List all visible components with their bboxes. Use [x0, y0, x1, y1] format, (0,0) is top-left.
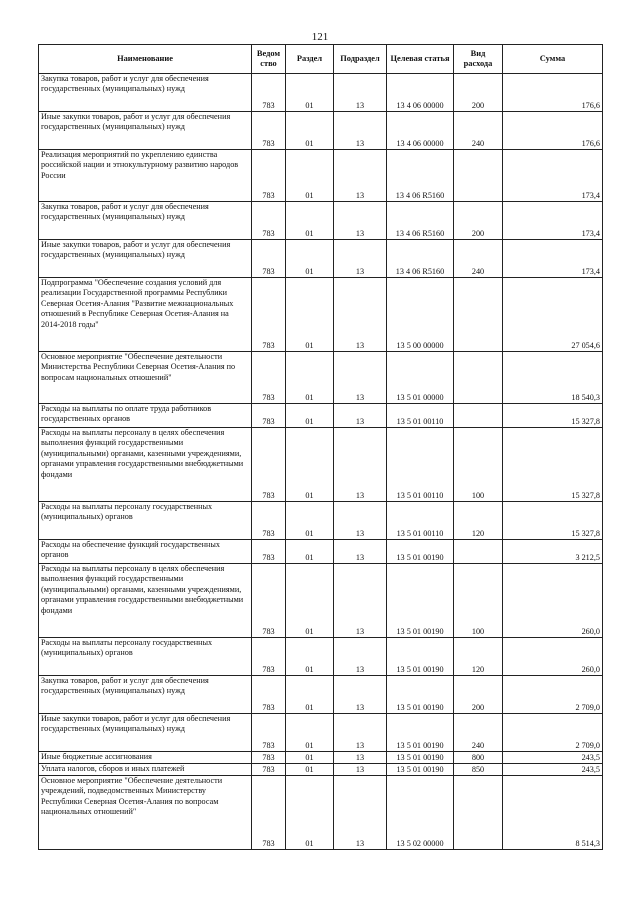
row-dept: 783	[252, 404, 286, 428]
row-section: 01	[286, 278, 334, 352]
row-name: Расходы на выплаты персоналу государственных (муниципальных) органов	[39, 638, 252, 676]
row-subsection: 13	[334, 352, 387, 404]
budget-table	[38, 44, 603, 850]
row-target: 13 5 02 00000	[387, 776, 454, 850]
row-section: 01	[286, 404, 334, 428]
row-sum: 2 709,0	[503, 676, 603, 714]
row-name: Иные закупки товаров, работ и услуг для обеспечения государственных (муниципальных) нужд	[39, 240, 252, 278]
row-dept: 783	[252, 74, 286, 112]
table-row	[39, 240, 603, 278]
table-row	[39, 278, 603, 352]
row-section: 01	[286, 564, 334, 638]
row-sum: 243,5	[503, 752, 603, 764]
row-name: Закупка товаров, работ и услуг для обеспечения государственных (муниципальных) нужд	[39, 676, 252, 714]
row-subsection: 13	[334, 764, 387, 776]
row-kind: 200	[454, 74, 503, 112]
row-target: 13 5 00 00000	[387, 278, 454, 352]
row-section: 01	[286, 240, 334, 278]
row-kind	[454, 352, 503, 404]
row-name: Расходы на выплаты персоналу в целях обеспечения выполнения функций государственными (муниципальными) органами, казенными учреждениями, органами управления государственными внебюджетными фондами	[39, 564, 252, 638]
table-row	[39, 74, 603, 112]
row-kind	[454, 776, 503, 850]
row-section: 01	[286, 502, 334, 540]
table-row	[39, 752, 603, 764]
row-section: 01	[286, 352, 334, 404]
row-kind: 120	[454, 502, 503, 540]
row-kind	[454, 150, 503, 202]
row-subsection: 13	[334, 540, 387, 564]
row-name: Основное мероприятие "Обеспечение деятельности Министерства Республики Северная Осетия-Алания по вопросам национальных отношений"	[39, 352, 252, 404]
row-subsection: 13	[334, 428, 387, 502]
row-kind: 200	[454, 202, 503, 240]
header-dept: Ведом ство	[252, 45, 286, 74]
row-target: 13 5 01 00110	[387, 428, 454, 502]
row-dept: 783	[252, 752, 286, 764]
table-row	[39, 714, 603, 752]
row-dept: 783	[252, 428, 286, 502]
row-target: 13 5 01 00190	[387, 638, 454, 676]
header-name: Наименование	[39, 45, 252, 74]
table-row	[39, 776, 603, 850]
header-kind: Вид расхода	[454, 45, 503, 74]
row-name: Расходы на выплаты персоналу в целях обеспечения выполнения функций государственными (муниципальными) органами, казенными учреждениями, органами управления государственными внебюджетными фондами	[39, 428, 252, 502]
row-sum: 260,0	[503, 638, 603, 676]
header-sum: Сумма	[503, 45, 603, 74]
row-subsection: 13	[334, 776, 387, 850]
header-section: Раздел	[286, 45, 334, 74]
row-dept: 783	[252, 676, 286, 714]
row-kind	[454, 278, 503, 352]
row-name: Уплата налогов, сборов и иных платежей	[39, 764, 252, 776]
row-section: 01	[286, 714, 334, 752]
row-name: Расходы на выплаты по оплате труда работников государственных органов	[39, 404, 252, 428]
row-dept: 783	[252, 764, 286, 776]
row-sum: 15 327,8	[503, 428, 603, 502]
row-name: Иные бюджетные ассигнования	[39, 752, 252, 764]
row-subsection: 13	[334, 752, 387, 764]
row-kind	[454, 404, 503, 428]
row-subsection: 13	[334, 150, 387, 202]
row-name: Закупка товаров, работ и услуг для обеспечения государственных (муниципальных) нужд	[39, 202, 252, 240]
row-kind: 100	[454, 428, 503, 502]
row-kind: 100	[454, 564, 503, 638]
row-name: Подпрограмма "Обеспечение создания условий для реализации Государственной программы Республики Северная Осетия-Алания "Развитие межнациональных отношений в Республике Северная Осетия-Алания на 2014-2018 годы"	[39, 278, 252, 352]
row-target: 13 5 01 00190	[387, 564, 454, 638]
row-name: Иные закупки товаров, работ и услуг для обеспечения государственных (муниципальных) нужд	[39, 714, 252, 752]
table-row	[39, 428, 603, 502]
row-section: 01	[286, 112, 334, 150]
header-subsection: Подраздел	[334, 45, 387, 74]
row-target: 13 5 01 00110	[387, 404, 454, 428]
row-target: 13 4 06 R5160	[387, 202, 454, 240]
table-row	[39, 112, 603, 150]
row-section: 01	[286, 202, 334, 240]
row-sum: 176,6	[503, 112, 603, 150]
row-target: 13 5 01 00000	[387, 352, 454, 404]
table-row	[39, 404, 603, 428]
row-dept: 783	[252, 564, 286, 638]
row-subsection: 13	[334, 714, 387, 752]
row-section: 01	[286, 74, 334, 112]
row-dept: 783	[252, 776, 286, 850]
row-kind: 240	[454, 240, 503, 278]
row-target: 13 4 06 00000	[387, 74, 454, 112]
row-subsection: 13	[334, 638, 387, 676]
row-name: Расходы на обеспечение функций государственных органов	[39, 540, 252, 564]
row-dept: 783	[252, 540, 286, 564]
row-kind: 800	[454, 752, 503, 764]
row-section: 01	[286, 428, 334, 502]
table-row	[39, 676, 603, 714]
row-kind	[454, 540, 503, 564]
row-dept: 783	[252, 150, 286, 202]
row-sum: 15 327,8	[503, 404, 603, 428]
row-dept: 783	[252, 202, 286, 240]
row-target: 13 5 01 00190	[387, 676, 454, 714]
page-number: 121	[311, 31, 329, 43]
row-name: Закупка товаров, работ и услуг для обеспечения государственных (муниципальных) нужд	[39, 74, 252, 112]
row-kind: 200	[454, 676, 503, 714]
row-target: 13 5 01 00190	[387, 752, 454, 764]
row-target: 13 4 06 00000	[387, 112, 454, 150]
row-section: 01	[286, 752, 334, 764]
row-sum: 173,4	[503, 240, 603, 278]
row-dept: 783	[252, 502, 286, 540]
row-subsection: 13	[334, 502, 387, 540]
row-section: 01	[286, 150, 334, 202]
table-header-row	[39, 45, 603, 74]
row-kind: 850	[454, 764, 503, 776]
row-sum: 173,4	[503, 150, 603, 202]
row-section: 01	[286, 776, 334, 850]
row-target: 13 4 06 R5160	[387, 150, 454, 202]
row-sum: 173,4	[503, 202, 603, 240]
row-target: 13 5 01 00110	[387, 502, 454, 540]
row-dept: 783	[252, 240, 286, 278]
row-subsection: 13	[334, 278, 387, 352]
table-row	[39, 564, 603, 638]
row-kind: 240	[454, 714, 503, 752]
table-row	[39, 764, 603, 776]
row-dept: 783	[252, 278, 286, 352]
row-sum: 15 327,8	[503, 502, 603, 540]
row-sum: 18 540,3	[503, 352, 603, 404]
row-target: 13 4 06 R5160	[387, 240, 454, 278]
row-sum: 3 212,5	[503, 540, 603, 564]
table-row	[39, 202, 603, 240]
row-sum: 243,5	[503, 764, 603, 776]
row-section: 01	[286, 540, 334, 564]
table-body	[39, 74, 603, 850]
row-subsection: 13	[334, 240, 387, 278]
row-subsection: 13	[334, 564, 387, 638]
table-row	[39, 638, 603, 676]
table-row	[39, 502, 603, 540]
row-subsection: 13	[334, 676, 387, 714]
row-sum: 8 514,3	[503, 776, 603, 850]
table-row	[39, 540, 603, 564]
row-sum: 2 709,0	[503, 714, 603, 752]
row-subsection: 13	[334, 74, 387, 112]
row-section: 01	[286, 764, 334, 776]
header-target: Целевая статья	[387, 45, 454, 74]
row-target: 13 5 01 00190	[387, 764, 454, 776]
row-section: 01	[286, 676, 334, 714]
row-dept: 783	[252, 714, 286, 752]
row-subsection: 13	[334, 404, 387, 428]
row-name: Расходы на выплаты персоналу государственных (муниципальных) органов	[39, 502, 252, 540]
row-dept: 783	[252, 638, 286, 676]
row-section: 01	[286, 638, 334, 676]
row-sum: 176,6	[503, 74, 603, 112]
table-row	[39, 150, 603, 202]
row-name: Реализация мероприятий по укреплению единства российской нации и этнокультурному развитию народов России	[39, 150, 252, 202]
row-target: 13 5 01 00190	[387, 714, 454, 752]
row-name: Иные закупки товаров, работ и услуг для обеспечения государственных (муниципальных) нужд	[39, 112, 252, 150]
table-row	[39, 352, 603, 404]
row-target: 13 5 01 00190	[387, 540, 454, 564]
row-dept: 783	[252, 112, 286, 150]
row-name: Основное мероприятие "Обеспечение деятельности учреждений, подведомственных Министерству Республики Северная Осетия-Алания по вопросам национальных отношений"	[39, 776, 252, 850]
row-dept: 783	[252, 352, 286, 404]
row-sum: 260,0	[503, 564, 603, 638]
row-subsection: 13	[334, 202, 387, 240]
row-sum: 27 054,6	[503, 278, 603, 352]
row-kind: 120	[454, 638, 503, 676]
row-subsection: 13	[334, 112, 387, 150]
row-kind: 240	[454, 112, 503, 150]
